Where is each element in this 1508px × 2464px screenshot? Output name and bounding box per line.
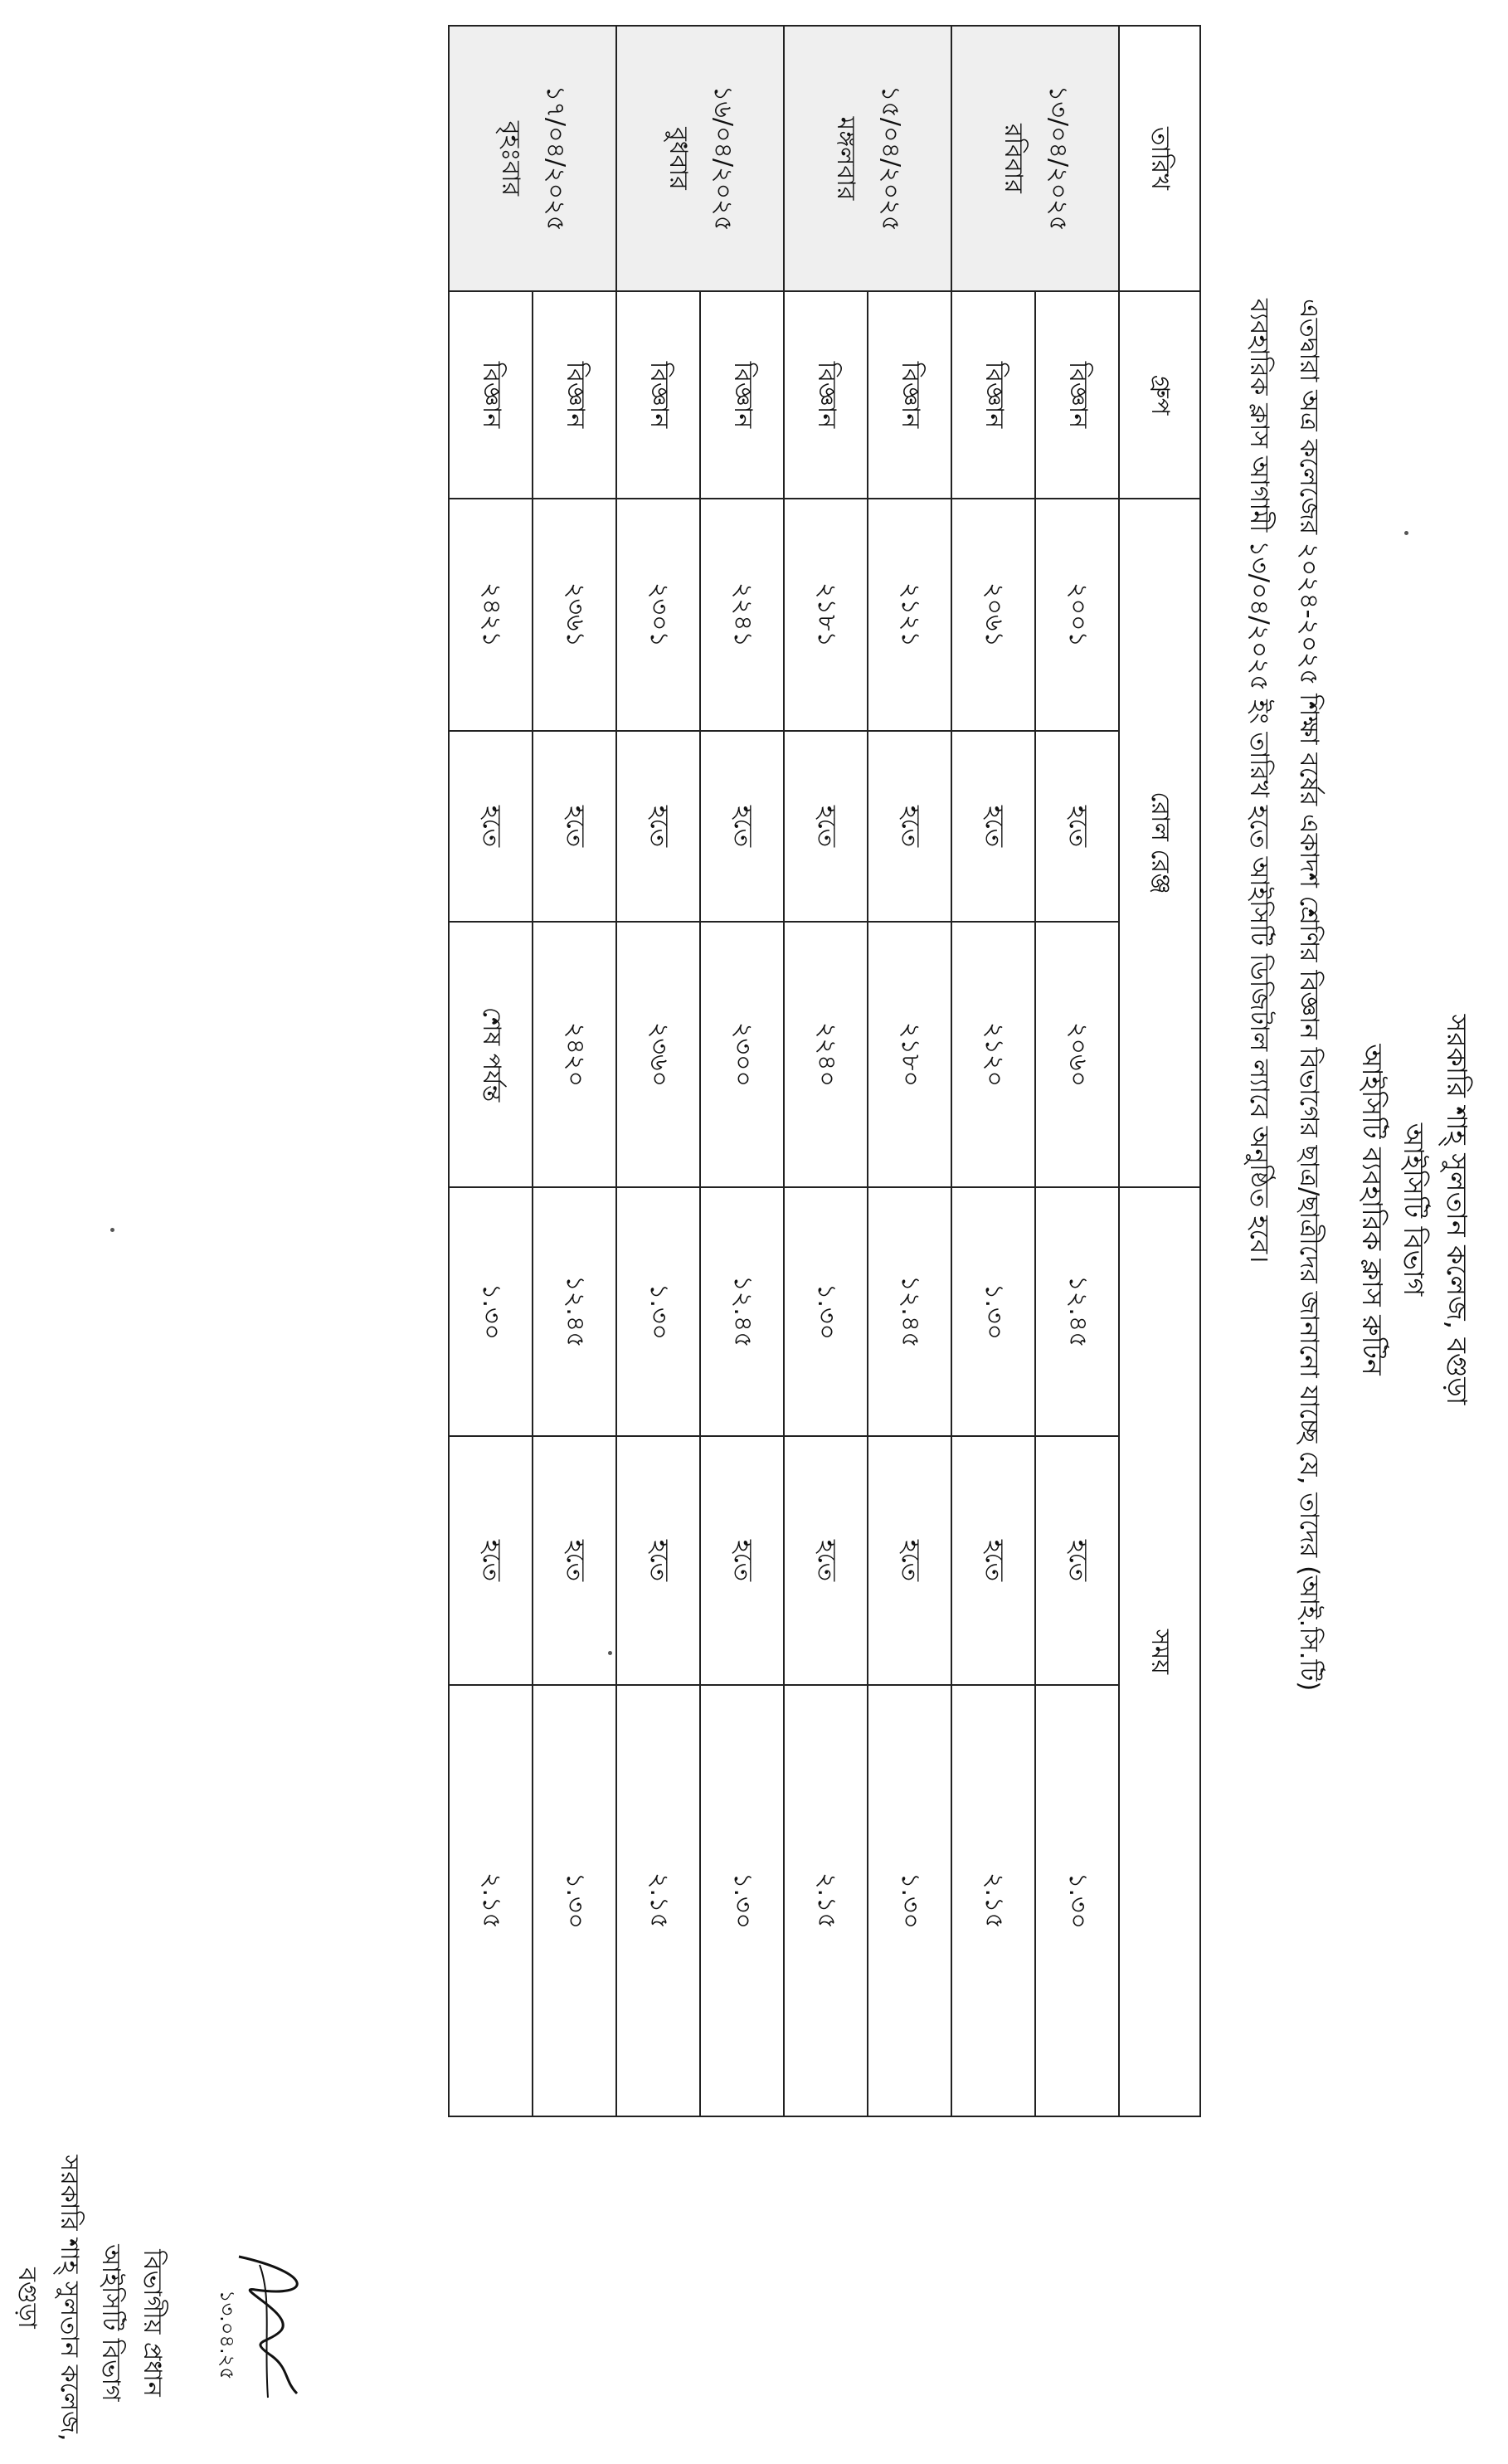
college-title: সরকারি শাহ্ সুলতান কলেজ, বগুড়া [1441, 1014, 1473, 1405]
date-value: ১৩/০৪/২০২৫ [1043, 85, 1073, 232]
cell-hote1: হতে [951, 731, 1035, 922]
cell-to: ২৩৬০ [616, 922, 700, 1187]
scan-speck [1404, 531, 1408, 535]
signature-date: ১৩.০৪.২৫ [216, 2290, 239, 2380]
table-row [868, 26, 951, 2116]
cell-group: বিজ্ঞান [1035, 291, 1119, 499]
date-value: ১৫/০৪/২০২৫ [876, 85, 905, 232]
table-row [616, 26, 700, 2116]
cell-hote2: হতে [616, 1436, 700, 1685]
cell-hote2: হতে [868, 1436, 951, 1685]
date-value: ১৭/০৪/২০২৫ [541, 85, 570, 232]
cell-from: ২৪২১ [449, 499, 533, 731]
cell-from: ২২৪১ [700, 499, 784, 731]
cell-hote1: হতে [616, 731, 700, 922]
cell-t1: ১২.৪৫ [1035, 1187, 1119, 1436]
routine-title: আইসিটি ব্যবহারিক ক্লাস রুটিন [1356, 1044, 1389, 1376]
cell-group: বিজ্ঞান [700, 291, 784, 499]
cell-hote1: হতে [449, 731, 533, 922]
cell-hote2: হতে [700, 1436, 784, 1685]
footer-college: সরকারি শাহ্ সুলতান কলেজ, বগুড়া [12, 2155, 84, 2442]
cell-to: ২৩০০ [700, 922, 784, 1187]
cell-to: ২১৮০ [868, 922, 951, 1187]
cell-to: ২১২০ [951, 922, 1035, 1187]
header-roll-range: রোল রেঞ্জ [1119, 499, 1200, 1187]
table-header-row [1119, 26, 1200, 2116]
cell-t2: ২.১৫ [951, 1685, 1035, 2116]
date-cell [951, 26, 1119, 291]
date-cell [784, 26, 951, 291]
scan-speck [608, 1651, 612, 1655]
cell-hote2: হতে [449, 1436, 533, 1685]
cell-t2: ২.১৫ [616, 1685, 700, 2116]
cell-hote2: হতে [533, 1436, 616, 1685]
cell-hote2: হতে [1035, 1436, 1119, 1685]
header-time: সময় [1119, 1187, 1200, 2116]
cell-t1: ১২.৪৫ [700, 1187, 784, 1436]
cell-to: ২২৪০ [784, 922, 868, 1187]
cell-from: ২১২১ [868, 499, 951, 731]
intro-paragraph [1234, 299, 1334, 2207]
table-row [951, 26, 1035, 2116]
header-date: তারিখ [1119, 26, 1200, 291]
scan-speck [110, 1228, 114, 1232]
table-row [1035, 26, 1119, 2116]
day-name: মঙ্গলবার [831, 116, 860, 201]
cell-t1: ১.৩০ [616, 1187, 700, 1436]
cell-from: ২১৮১ [784, 499, 868, 731]
cell-t1: ১২.৪৫ [868, 1187, 951, 1436]
date-cell [449, 26, 616, 291]
cell-t1: ১২.৪৫ [533, 1187, 616, 1436]
date-cell [616, 26, 784, 291]
cell-t2: ১.৩০ [1035, 1685, 1119, 2116]
cell-to: শেষ পর্যন্ত [449, 922, 533, 1187]
cell-hote1: হতে [784, 731, 868, 922]
cell-from: ২০৬১ [951, 499, 1035, 731]
cell-t2: ২.১৫ [449, 1685, 533, 2116]
table-row [449, 26, 533, 2116]
cell-t2: ১.৩০ [700, 1685, 784, 2116]
cell-group: বিজ্ঞান [449, 291, 533, 499]
header-group: গ্রুপ [1119, 291, 1200, 499]
routine-body [449, 26, 1119, 2116]
footer-department: আইসিটি বিভাগ [96, 2244, 125, 2402]
cell-from: ২০০১ [1035, 499, 1119, 731]
cell-hote1: হতে [533, 731, 616, 922]
cell-to: ২০৬০ [1035, 922, 1119, 1187]
cell-t1: ১.৩০ [784, 1187, 868, 1436]
table-row [700, 26, 784, 2116]
cell-group: বিজ্ঞান [868, 291, 951, 499]
cell-hote2: হতে [784, 1436, 868, 1685]
intro-line-1: এতদ্বারা অত্র কলেজের ২০২৪-২০২৫ শিক্ষা বর্ষের একাদশ শ্রেণির বিজ্ঞান বিভাগের ছাত্র/ছাত্রীদের জানানো যাচ্ছে যে, তাদের (আই.সি.টি) [1294, 299, 1324, 1692]
table-row [533, 26, 616, 2116]
cell-group: বিজ্ঞান [533, 291, 616, 499]
cell-group: বিজ্ঞান [951, 291, 1035, 499]
footer-designation: বিভাগীয় প্রধান [138, 2249, 167, 2397]
cell-hote2: হতে [951, 1436, 1035, 1685]
cell-from: ২৩০১ [616, 499, 700, 731]
cell-hote1: হতে [868, 731, 951, 922]
day-name: বুধবার [664, 127, 693, 190]
signature-image [214, 2240, 330, 2406]
day-name: বৃহঃবার [496, 120, 525, 197]
cell-group: বিজ্ঞান [784, 291, 868, 499]
day-name: রবিবার [999, 124, 1028, 193]
intro-line-2: ব্যবহারিক ক্লাস আগামী ১৩/০৪/২০২৫ ইং তারিখ হতে আইসিটি ডিজিটাল ল্যাবে অনুষ্ঠিত হবে। [1244, 299, 1274, 1264]
cell-t2: ২.১৫ [784, 1685, 868, 2116]
cell-t1: ১.৩০ [951, 1187, 1035, 1436]
cell-to: ২৪২০ [533, 922, 616, 1187]
cell-group: বিজ্ঞান [616, 291, 700, 499]
routine-table [448, 25, 1201, 2117]
date-value: ১৬/০৪/২০২৫ [708, 85, 737, 232]
cell-t1: ১.৩০ [449, 1187, 533, 1436]
table-row [784, 26, 868, 2116]
cell-t2: ১.৩০ [868, 1685, 951, 2116]
cell-from: ২৩৬১ [533, 499, 616, 731]
cell-hote1: হতে [1035, 731, 1119, 922]
cell-t2: ১.৩০ [533, 1685, 616, 2116]
department-title: আইসিটি বিভাগ [1398, 1122, 1430, 1297]
cell-hote1: হতে [700, 731, 784, 922]
